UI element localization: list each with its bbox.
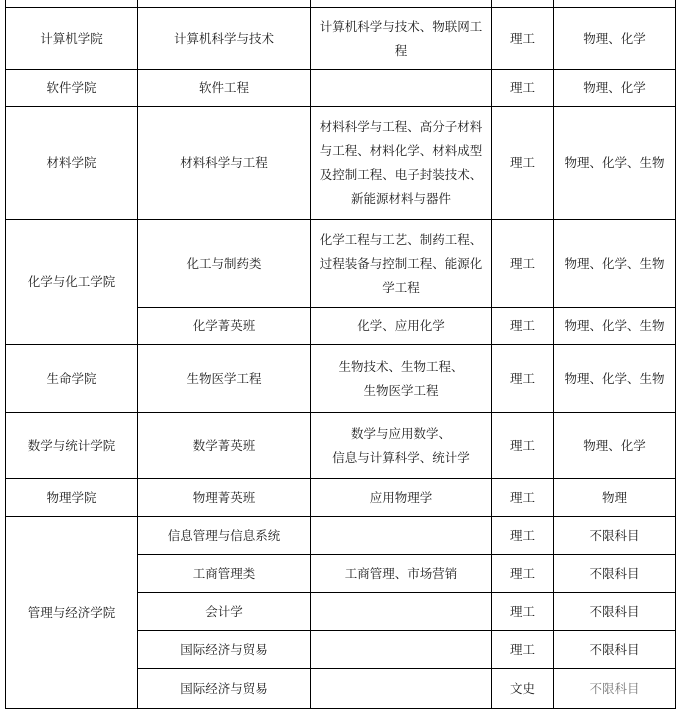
college-cell: 化学与化工学院 [6,220,138,345]
direction-cell [311,593,492,631]
table-row [6,345,676,413]
table-row [6,517,676,555]
direction-line: 信息与计算科学、统计学 [332,449,470,465]
subjects-cell: 物理、化学 [554,70,676,107]
subjects-cell: 不限科目 [554,517,676,555]
direction-cell: 工商管理、市场营销 [311,555,492,593]
type-cell: 理工 [492,70,554,107]
major-cell: 软件工程 [138,70,311,107]
direction-cell [311,631,492,669]
subjects-cell: 物理、化学 [554,413,676,479]
major-cell: 信息管理与信息系统 [138,517,311,555]
college-cell: 数学与统计学院 [6,413,138,479]
type-cell: 理工 [492,308,554,345]
direction-cell [311,413,492,479]
table-row [6,220,676,308]
direction-cell: 化学工程与工艺、制药工程、过程装备与控制工程、能源化学工程 [311,220,492,308]
major-cell: 物理菁英班 [138,479,311,517]
major-cell: 材料科学与工程 [138,107,311,220]
type-cell: 理工 [492,517,554,555]
direction-cell: 应用物理学 [311,479,492,517]
major-cell: 会计学 [138,593,311,631]
college-cell: 生命学院 [6,345,138,413]
major-cell: 化学菁英班 [138,308,311,345]
college-cell: 软件学院 [6,70,138,107]
type-cell: 理工 [492,107,554,220]
direction-cell [311,669,492,709]
major-cell: 化工与制药类 [138,220,311,308]
subjects-cell: 不限科目 [554,593,676,631]
table-row [6,70,676,107]
table-row [6,8,676,70]
major-cell: 数学菁英班 [138,413,311,479]
type-cell: 理工 [492,345,554,413]
direction-cell: 材料科学与工程、高分子材料与工程、材料化学、材料成型及控制工程、电子封装技术、新能源材料与器件 [311,107,492,220]
direction-cell: 化学、应用化学 [311,308,492,345]
subjects-cell: 物理、化学、生物 [554,308,676,345]
subjects-cell: 不限科目 [554,631,676,669]
type-cell: 理工 [492,555,554,593]
table-cell [6,0,138,8]
table-cell [554,0,676,8]
direction-line: 生物技术、生物工程、 [338,358,464,374]
table-row-partial [6,0,676,8]
table-cell [138,0,311,8]
table-row [6,479,676,517]
type-cell: 理工 [492,220,554,308]
direction-line: 生物医学工程 [363,382,439,398]
college-cell: 材料学院 [6,107,138,220]
table-cell [311,0,492,8]
table-row [6,107,676,220]
admissions-table [5,0,676,709]
type-cell: 理工 [492,8,554,70]
type-cell: 理工 [492,479,554,517]
subjects-cell: 物理、化学 [554,8,676,70]
type-cell: 文史 [492,669,554,709]
subjects-cell: 物理 [554,479,676,517]
table-row [6,413,676,479]
college-cell: 物理学院 [6,479,138,517]
direction-cell: 计算机科学与技术、物联网工程 [311,8,492,70]
type-cell: 理工 [492,631,554,669]
type-cell: 理工 [492,413,554,479]
direction-cell [311,70,492,107]
type-cell: 理工 [492,593,554,631]
subjects-cell: 物理、化学、生物 [554,345,676,413]
major-cell: 国际经济与贸易 [138,631,311,669]
college-cell: 管理与经济学院 [6,517,138,709]
major-cell: 计算机科学与技术 [138,8,311,70]
direction-cell [311,517,492,555]
subjects-cell: 物理、化学、生物 [554,107,676,220]
direction-line: 数学与应用数学、 [350,425,451,441]
college-cell: 计算机学院 [6,8,138,70]
subjects-cell: 不限科目 [554,555,676,593]
subjects-cell: 物理、化学、生物 [554,220,676,308]
table-cell [492,0,554,8]
direction-cell [311,345,492,413]
major-cell: 国际经济与贸易 [138,669,311,709]
subjects-cell: 不限科目 [554,669,676,709]
major-cell: 工商管理类 [138,555,311,593]
major-cell: 生物医学工程 [138,345,311,413]
